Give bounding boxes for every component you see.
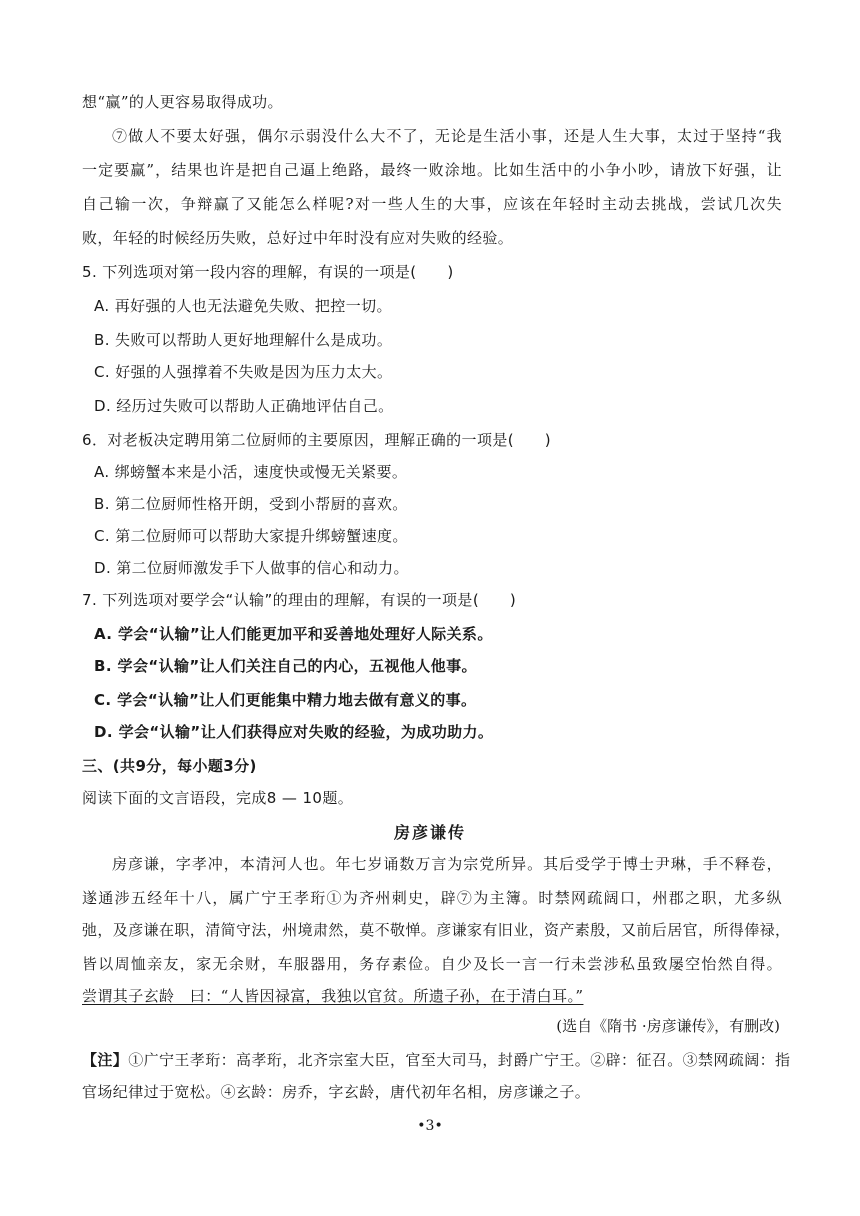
page-number: •3• [417, 1118, 443, 1134]
classical-text-line-4: 皆以周恤亲友，家无余财，车服器用，务存素俭。自少及长一言一行未尝涉私虽致屡空怡然自得。 [82, 955, 782, 973]
classical-text-line-3: 弛，及彦谦在职，清简守法，州境肃然，莫不敬惮。彦谦家有旧业，资产素殷，又前后居官，所得俸禄， [82, 921, 791, 939]
question-6-option-c: C. 第二位厨师可以帮助大家提升绑螃蟹速度。 [94, 527, 408, 545]
section-3-instruction: 阅读下面的文言语段，完成8 — 10题。 [82, 789, 354, 807]
paragraph-7-line-4: 败，年轻的时候经历失败，总好过中年时没有应对失败的经验。 [82, 229, 514, 247]
question-6-option-b: B. 第二位厨师性格开朗，受到小帮厨的喜欢。 [94, 495, 408, 513]
question-7-stem: 7. 下列选项对要学会“认输”的理由的理解，有误的一项是( ) [82, 591, 517, 609]
question-6-option-d: D. 第二位厨师激发手下人做事的信心和动力。 [94, 559, 409, 577]
section-3-heading: 三、(共9分，每小题3分) [82, 757, 257, 775]
paragraph-7-line-2: 一定要赢”，结果也许是把自己逼上绝路，最终一败涂地。比如生活中的小争小吵，请放下好强，让 [82, 161, 782, 179]
classical-text-line-1: 房彦谦，字孝冲，本清河人也。年七岁诵数万言为宗党所异。其后受学于博士尹琳，手不释卷， [112, 855, 782, 873]
question-5-stem: 5. 下列选项对第一段内容的理解，有误的一项是( ) [82, 263, 454, 281]
notes-label: 【注】 [82, 1051, 129, 1069]
classical-text-title: 房彦谦传 [393, 823, 466, 842]
classical-text-line-2: 遂通涉五经年十八，属广宁王孝珩①为齐州刺史，辟⑦为主簿。时禁网疏阔口，州郡之职，尤多纵 [82, 889, 782, 907]
question-5-option-d: D. 经历过失败可以帮助人正确地评估自己。 [94, 397, 394, 415]
notes-line-1 [82, 1050, 791, 1070]
source-citation: (选自《隋书 ·房彦谦传》，有删改) [556, 1017, 780, 1035]
passage-tail: 想“赢”的人更容易取得成功。 [82, 93, 283, 111]
question-7-option-b: B. 学会“认输”让人们关注自己的内心，五视他人他事。 [94, 657, 477, 675]
question-7-option-d: D. 学会“认输”让人们获得应对失败的经验，为成功助力。 [94, 723, 494, 741]
question-5-option-b: B. 失败可以帮助人更好地理解什么是成功。 [94, 331, 393, 349]
question-6-option-a: A. 绑螃蟹本来是小活，速度快或慢无关紧要。 [94, 463, 408, 481]
question-5-option-c: C. 好强的人强撑着不失败是因为压力太大。 [94, 363, 393, 381]
question-5-option-a: A. 再好强的人也无法避免失败、把控一切。 [94, 297, 392, 315]
paragraph-7-line-3: 自己输一次，争辩赢了又能怎么样呢?对一些人生的大事，应该在年轻时主动去挑战，尝试几次失 [82, 195, 782, 213]
classical-text-line-5: 尝谓其子玄龄 曰：“人皆因禄富，我独以官贫。所遗子孙，在于清白耳。” [82, 987, 584, 1005]
question-6-stem: 6．对老板决定聘用第二位厨师的主要原因，理解正确的一项是( ) [82, 431, 552, 449]
notes-line-2: 官场纪律过于宽松。④玄龄：房乔，字玄龄，唐代初年名相，房彦谦之子。 [82, 1083, 591, 1101]
question-7-option-a: A. 学会“认输”让人们能更加平和妥善地处理好人际关系。 [94, 625, 493, 643]
notes-text-1: ①广宁王孝珩：高孝珩，北齐宗室大臣，官至大司马，封爵广宁王。②辟：征召。③禁网疏阔：指 [128, 1051, 791, 1069]
question-7-option-c: C. 学会“认输”让人们更能集中精力地去做有意义的事。 [94, 691, 477, 709]
classical-text-line-5-wrapper [82, 986, 782, 1006]
paragraph-7-line-1: ⑦做人不要太好强，偶尔示弱没什么大不了，无论是生活小事，还是人生大事，太过于坚持“我 [112, 127, 782, 145]
